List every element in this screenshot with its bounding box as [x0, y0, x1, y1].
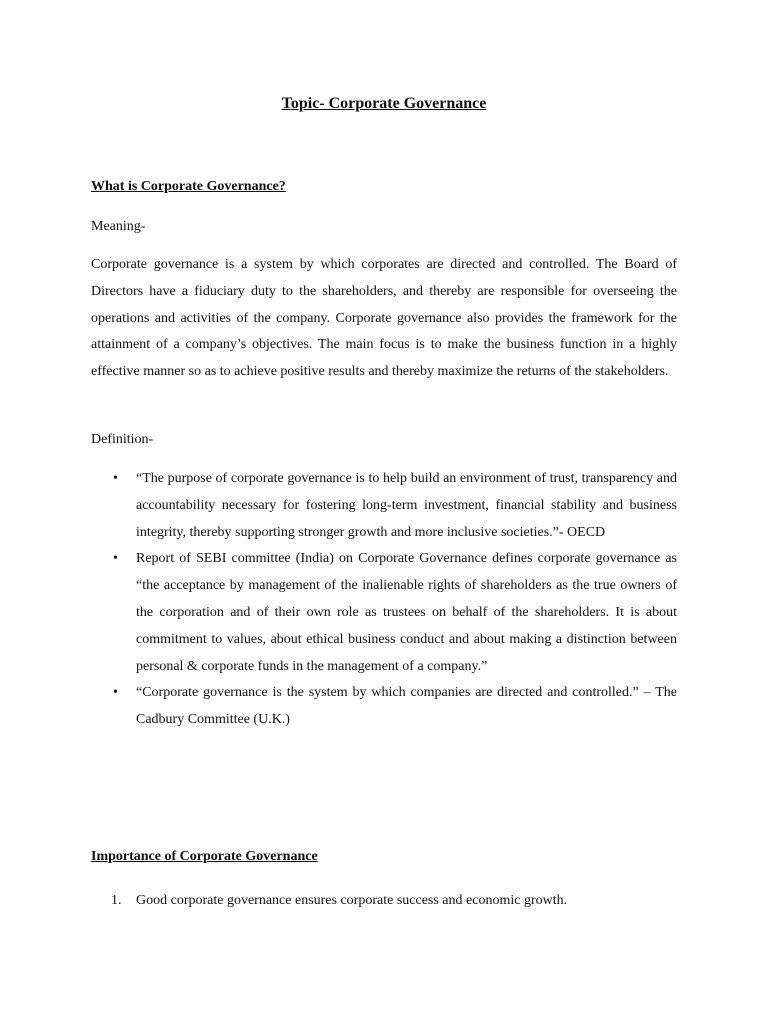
- section-heading-what-is: What is Corporate Governance?: [91, 179, 286, 194]
- definition-text: Report of SEBI committee (India) on Corporate Governance defines corporate governance as “the acceptance by management of the inalienable rights of shareholders as the true owners of the corporation and of their own role as trustees on behalf of the shareholders. It is about commitment to values, about ethical business conduct and about making a distinction between personal & corporate funds in the management of a company.”: [136, 551, 677, 674]
- list-number: 1.: [111, 893, 122, 908]
- definition-list: [91, 466, 677, 734]
- list-item: [91, 466, 677, 546]
- definition-label: Definition-: [91, 432, 154, 447]
- section-heading-importance: Importance of Corporate Governance: [91, 849, 318, 864]
- meaning-paragraph: Corporate governance is a system by which corporates are directed and controlled. The Board of Directors have a fiduciary duty to the shareholders, and thereby are responsible for overseeing the operations and activities of the company. Corporate governance also provides the framework for the attainment of a company’s objectives. The main focus is to make the business function in a highly effective manner so as to achieve positive results and thereby maximize the returns of the stakeholders.: [91, 257, 677, 380]
- list-item: [91, 680, 677, 734]
- definition-text: “Corporate governance is the system by which companies are directed and controlled.” – The Cadbury Committee (U.K.): [136, 685, 677, 728]
- bullet-icon: •: [113, 551, 118, 567]
- definition-text: “The purpose of corporate governance is to help build an environment of trust, transparency and accountability necessary for fostering long-term investment, financial stability and business integrity, thereby supporting stronger growth and more inclusive societies.”- OECD: [136, 471, 677, 540]
- importance-list: [91, 888, 677, 915]
- bullet-icon: •: [113, 471, 118, 486]
- meaning-label: Meaning-: [91, 219, 146, 234]
- bullet-icon: •: [113, 685, 118, 701]
- page-title: Topic- Corporate Governance: [281, 95, 487, 112]
- list-item: [91, 888, 677, 915]
- importance-text: Good corporate governance ensures corporate success and economic growth.: [136, 893, 568, 908]
- list-item: [91, 546, 677, 680]
